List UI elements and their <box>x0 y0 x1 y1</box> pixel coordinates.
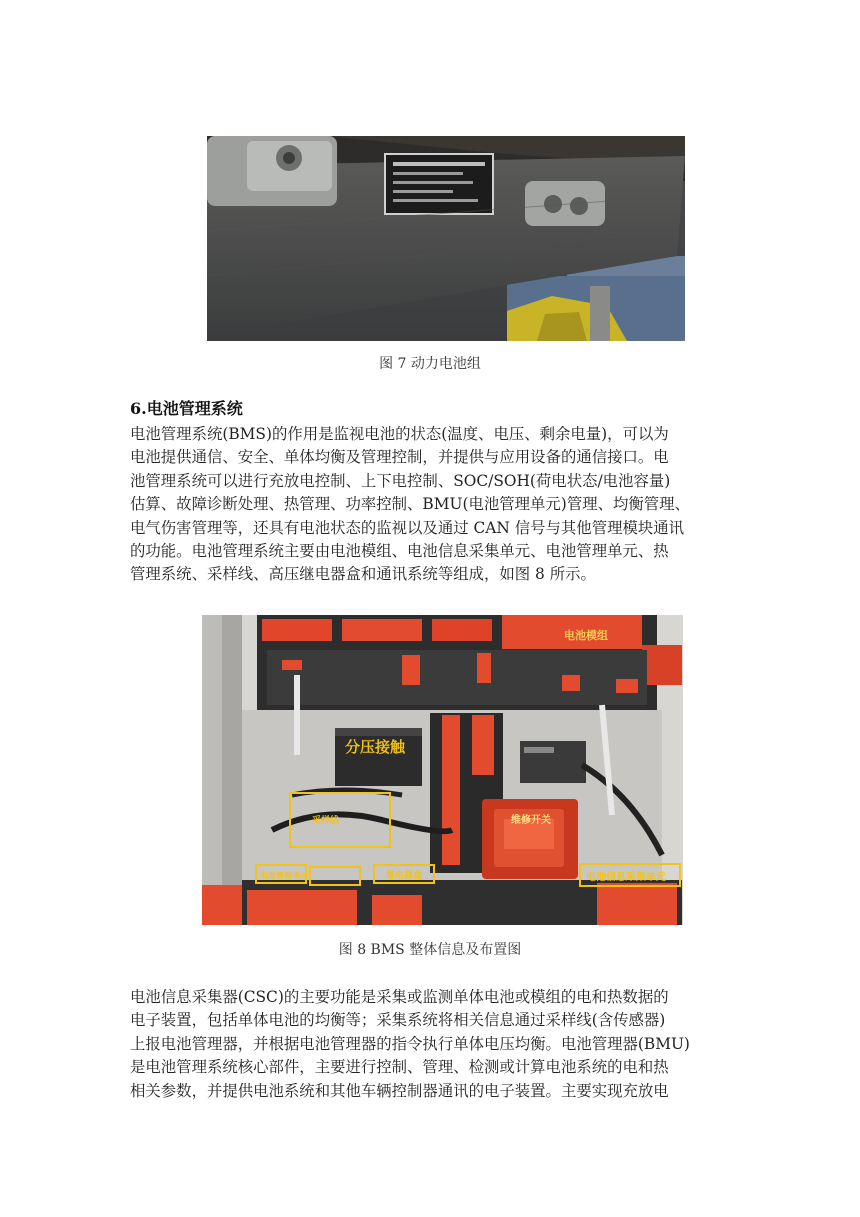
label-relay-box: 继电器盒 <box>386 871 423 881</box>
battery-pack-photo <box>207 136 685 341</box>
paragraph-line: 估算、故障诊断处理、热管理、功率控制、BMU(电池管理单元)管理、均衡管理、 <box>130 495 690 514</box>
paragraph-line: 是电池管理系统核心部件，主要进行控制、管理、检测或计算电池系统的电和热 <box>130 1058 669 1077</box>
label-battery-info-unit: 电池信息采集单元 <box>586 872 666 883</box>
paragraph-line: 电池信息采集器(CSC)的主要功能是采集或监测单体电池或模组的电和热数据的 <box>130 988 669 1006</box>
label-sampling-line: 采样线 <box>312 816 340 826</box>
paragraph-line: 电池提供通信、安全、单体均衡及管理控制，并提供与应用设备的通信接口。电 <box>130 448 669 467</box>
paragraph-line: 相关参数，并提供电池系统和其他车辆控制器通讯的电子装置。主要实现充放电 <box>130 1081 669 1100</box>
paragraph-bms-intro <box>130 423 730 587</box>
paragraph-line: 池管理系统可以进行充放电控制、上下电控制、SOC/SOH(荷电状态/电池容量) <box>130 471 671 490</box>
paragraph-line: 的功能。电池管理系统主要由电池模组、电池信息采集单元、电池管理单元、热 <box>130 541 669 560</box>
paragraph-line: 电气伤害管理等，还具有电池状态的监视以及通过 CAN 信号与其他管理模块通讯 <box>130 518 685 537</box>
bms-layout-photo <box>202 615 683 925</box>
paragraph-line: 上报电池管理器，并根据电池管理器的指令执行单体电压均衡。电池管理器(BMU) <box>130 1034 690 1053</box>
label-voltage-divider-contact: 分压接触 <box>345 738 406 756</box>
section-heading: 6.电池管理系统 <box>130 399 243 418</box>
label-battery-module: 电池模组 <box>564 629 608 642</box>
paragraph-line: 电子装置，包括单体电池的均衡等；采集系统将相关信息通过采样线(含传感器) <box>130 1011 666 1030</box>
paragraph-csc-bmu <box>130 986 730 1103</box>
label-service-switch: 维修开关 <box>511 815 551 826</box>
label-bmu: 电池管理单元 <box>260 871 308 880</box>
paragraph-line: 管理系统、采样线、高压继电器盒和通讯系统等组成，如图 8 所示。 <box>130 565 596 584</box>
figure-7-caption: 图 7 动力电池组 <box>379 356 481 372</box>
paragraph-line: 电池管理系统(BMS)的作用是监视电池的状态(温度、电压、剩余电量)，可以为 <box>130 425 669 443</box>
figure-8-caption: 图 8 BMS 整体信息及布置图 <box>338 942 522 958</box>
